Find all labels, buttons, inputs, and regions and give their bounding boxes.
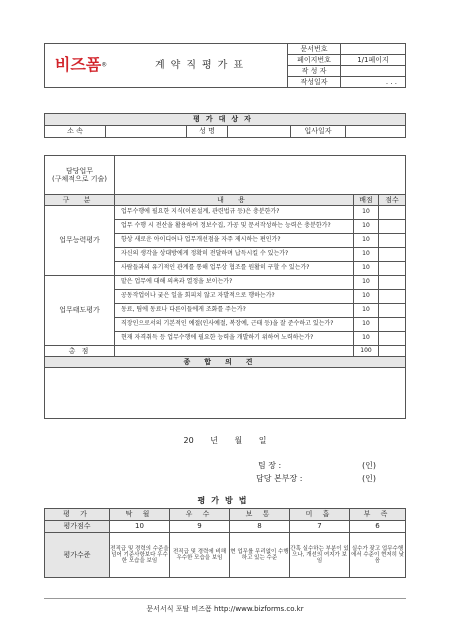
points-cell: 10 xyxy=(354,206,379,220)
score-value: 8 xyxy=(230,521,290,533)
date-label: 작성일자 xyxy=(288,77,341,88)
logo-text: 비즈폼 xyxy=(54,55,102,75)
director-label: 담당 본부장 : xyxy=(256,474,303,483)
duty-label-text: 담당업무 xyxy=(65,166,94,175)
footer: 문서서식 포탈 비즈폼 http://www.bizforms.co.kr xyxy=(146,605,304,613)
table-row: 업무수행에 필요한 지식(이론설계, 관련법규 등)은 충분한가? xyxy=(115,206,354,220)
target-table xyxy=(44,113,406,138)
total-label: 총 점 xyxy=(45,346,115,357)
footer-divider xyxy=(44,598,406,599)
score-label: 평가점수 xyxy=(45,521,110,533)
score-value: 6 xyxy=(350,521,406,533)
name-label: 성 명 xyxy=(187,126,228,138)
score-cell[interactable] xyxy=(379,234,406,248)
table-row: 항상 새로운 아이디어나 업무개선점을 자주 제시하는 편인가? xyxy=(115,234,354,248)
author-label: 작 성 자 xyxy=(288,66,341,77)
table-row: 직장인으로서의 기본적인 예절(인사예절, 복장예, 근태 등)을 잘 준수하고 있는가? xyxy=(115,318,354,332)
table-row: 맡은 업무에 대해 의욕과 열정을 보이는가? xyxy=(115,276,354,290)
score-value: 9 xyxy=(170,521,230,533)
level-label: 평가수준 xyxy=(45,533,110,578)
points-cell: 10 xyxy=(354,332,379,346)
points-cell: 10 xyxy=(354,318,379,332)
points-cell: 10 xyxy=(354,262,379,276)
points-cell: 10 xyxy=(354,290,379,304)
evaluation-table xyxy=(44,155,406,419)
score-value: 10 xyxy=(110,521,170,533)
name-value[interactable] xyxy=(228,126,291,138)
score-cell[interactable] xyxy=(379,290,406,304)
date-value[interactable]: . . . xyxy=(341,77,406,88)
method-title: 평가방법 xyxy=(197,496,253,505)
method-header-label: 평 가 xyxy=(45,509,110,521)
table-row: 현재 자격취득 등 업무수행에 필요한 능력을 개발하기 위하여 노력하는가? xyxy=(115,332,354,346)
group-attitude: 업무태도평가 xyxy=(45,276,115,346)
grade-superior: 우 수 xyxy=(170,509,230,521)
affiliation-label: 소 속 xyxy=(45,126,106,138)
level-desc: 전직급 및 경력의 수준을 넘어 기준사항보다 우수한 모습을 보임 xyxy=(110,533,170,578)
page-number-label: 페이지번호 xyxy=(288,55,341,66)
total-score[interactable] xyxy=(379,346,406,357)
method-table xyxy=(44,508,406,578)
logo-registered-mark: ® xyxy=(101,62,108,69)
table-row: 공동작업이나 궂은 일을 회피치 않고 자발적으로 행하는가? xyxy=(115,290,354,304)
col-points: 배점 xyxy=(354,195,379,206)
col-category: 구 분 xyxy=(45,195,115,206)
doc-number-label: 문서번호 xyxy=(288,44,341,55)
join-date-label: 입사일자 xyxy=(291,126,346,138)
duty-value[interactable] xyxy=(115,156,406,195)
director-seal[interactable]: (인) xyxy=(362,474,376,483)
grade-insufficient: 미 흡 xyxy=(290,509,350,521)
opinion-title: 종합의견 xyxy=(45,357,406,368)
grade-excellent: 탁 월 xyxy=(110,509,170,521)
total-points: 100 xyxy=(354,346,379,357)
level-desc: 실수가 잦고 업무수행에서 수준이 현저히 낮음 xyxy=(350,533,406,578)
score-cell[interactable] xyxy=(379,206,406,220)
page-title: 계약직평가표 xyxy=(117,44,288,88)
logo xyxy=(45,44,118,88)
grade-average: 보 통 xyxy=(230,509,290,521)
table-row: 사람들과의 유기적인 관계를 통해 업무상 협조를 원활히 구할 수 있는가? xyxy=(115,262,354,276)
score-cell[interactable] xyxy=(379,276,406,290)
level-desc: 간혹 실수하는 부분이 있으나, 개선의 여지가 보임 xyxy=(290,533,350,578)
author-value[interactable] xyxy=(341,66,406,77)
group-ability: 업무능력평가 xyxy=(45,206,115,276)
score-cell[interactable] xyxy=(379,262,406,276)
document-header xyxy=(44,43,406,88)
opinion-field[interactable] xyxy=(45,368,406,419)
duty-label xyxy=(45,156,115,195)
points-cell: 10 xyxy=(354,234,379,248)
page-number-value[interactable]: 1/1페이지 xyxy=(341,55,406,66)
level-desc: 현 업무를 무리없이 수행하고 있는 수준 xyxy=(230,533,290,578)
points-cell: 10 xyxy=(354,276,379,290)
total-blank xyxy=(115,346,354,357)
score-cell[interactable] xyxy=(379,318,406,332)
score-value: 7 xyxy=(290,521,350,533)
level-desc: 전직급 및 경력에 비해 우수한 모습을 보임 xyxy=(170,533,230,578)
team-leader-label: 팀 장 : xyxy=(258,461,282,470)
duty-label-sub: (구체적으로 기술) xyxy=(51,175,108,183)
team-leader-seal[interactable]: (인) xyxy=(362,461,376,470)
col-score: 점수 xyxy=(379,195,406,206)
col-content: 내 용 xyxy=(115,195,354,206)
date-line: 20 년 월 일 xyxy=(183,436,267,445)
join-date-value[interactable] xyxy=(346,126,406,138)
affiliation-value[interactable] xyxy=(106,126,187,138)
table-row: 업무 수행 시 전산을 활용하여 정보수집, 가공 및 문서작성하는 능력은 충분한가? xyxy=(115,220,354,234)
table-row: 동료, 팀에 동료나 다른이들에게 조화를 주는가? xyxy=(115,304,354,318)
grade-poor: 부 족 xyxy=(350,509,406,521)
points-cell: 10 xyxy=(354,220,379,234)
target-title: 평가대상자 xyxy=(45,114,406,126)
points-cell: 10 xyxy=(354,304,379,318)
score-cell[interactable] xyxy=(379,304,406,318)
doc-number-value[interactable] xyxy=(341,44,406,55)
score-cell[interactable] xyxy=(379,220,406,234)
score-cell[interactable] xyxy=(379,332,406,346)
table-row: 자신의 생각을 상대방에게 정확히 전달하며 납득시킬 수 있는가? xyxy=(115,248,354,262)
points-cell: 10 xyxy=(354,248,379,262)
score-cell[interactable] xyxy=(379,248,406,262)
